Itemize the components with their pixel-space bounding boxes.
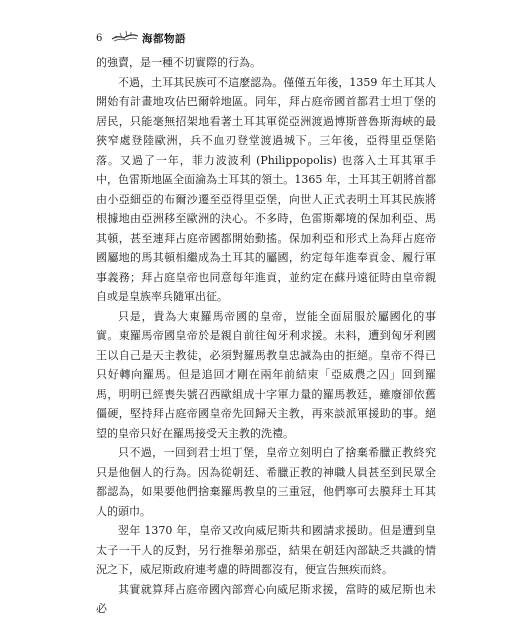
page-header	[96, 32, 436, 48]
paragraph-1: 的強賣，是一種不切實際的行為。	[96, 56, 261, 69]
page-number: 6	[96, 33, 103, 44]
book-title: 海都物語	[142, 33, 186, 45]
paragraph-2: 不過，土耳其民族可不這麼認為。僅僅五年後，1359 年土耳其人開始有計畫地攻佔巴爾幹地區。同年，拜占庭帝國首都君士坦丁堡的居民，只能毫無招架地看著土耳其軍從亞洲渡過博斯普魯斯海峽的最狹窄處登陸歐洲，兵不血刃登堂渡過城下。三年後，亞得里亞堡陷落。又過了一年，菲力波波利 (Philippopolis) 也落入土耳其軍手中，色雷斯地區全面淪為土耳其的領土。1365 年，土耳其王朝將首都由小亞細亞的布爾沙遷至亞得里亞堡，向世人正式表明土耳其民族將根據地由亞洲移至歐洲的決心。不多時，色雷斯鄰境的保加利亞、馬其頓，甚至連拜占庭帝國都開始動搖。保加利亞和形式上為拜占庭帝國屬地的馬其頓相繼成為土耳其的屬國，約定每年進奉貢金、履行軍事義務；拜占庭皇帝也同意每年進貢，並約定在蘇丹遠征時由皇帝親自或是皇族率兵隨軍出征。	[96, 75, 436, 303]
body-text	[96, 53, 436, 619]
paragraph-5: 翌年 1370 年，皇帝又改向威尼斯共和國請求援助。但是遭到皇太子一干人的反對，另行推舉弟那亞，結果在朝廷內部缺乏共識的情況之下，威尼斯政府連考慮的時間都沒有，便宣告無疾而終。	[96, 524, 436, 576]
paragraph-4: 只不過，一回到君士坦丁堡，皇帝立刻明白了捨棄希臘正教終究只是他個人的行為。因為從朝廷、希臘正教的神職人員甚至到民眾全都認為，如果要他們捨棄羅馬教皇的三重冠，他們寧可去膜拜土耳其人的頭巾。	[96, 446, 436, 518]
paragraph-3: 只是，貴為大東羅馬帝國的皇帝，豈能全面屈服於屬國化的事實。東羅馬帝國皇帝於是親自前往匈牙利求援。未料，遭到匈牙利國王以自己是天主教徒，必須對羅馬教皇忠誠為由的拒絕。皇帝不得已只好轉向羅馬。但是追回才剛在兩年前結束「亞威農之囚」回到羅馬，明明已經喪失號召西歐組成十字軍力量的羅馬教廷，雖廢卻依舊僵硬，堅持拜占庭帝國皇帝先回歸天主教，再來談派軍援助的事。絕望的皇帝只好在羅馬接受天主教的洗禮。	[96, 309, 436, 440]
paragraph-6: 其實就算拜占庭帝國內部齊心向威尼斯求援，當時的威尼斯也未必	[96, 582, 436, 615]
ship-logo-icon	[110, 29, 140, 45]
